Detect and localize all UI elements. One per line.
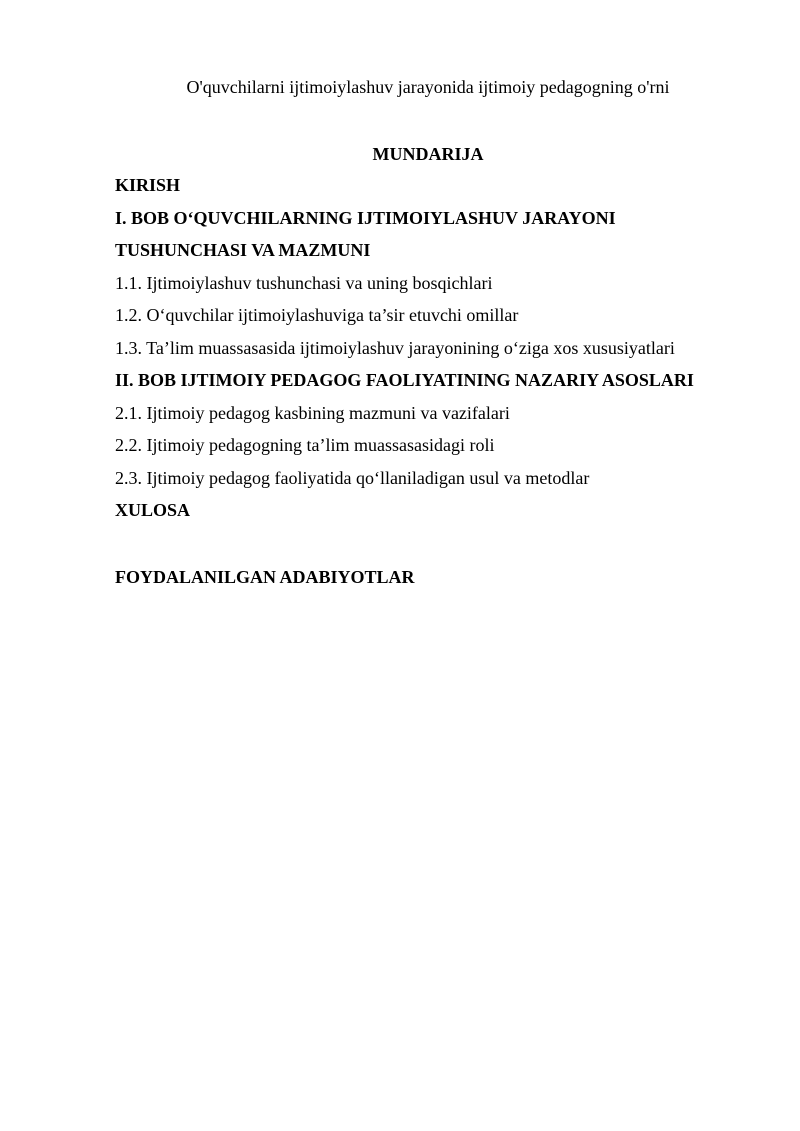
toc-entry-chapter-2-title: II. BOB IJTIMOIY PEDAGOG FAOLIYATINING NAZARIY ASOSLARI [115,370,694,390]
toc-entry-section-1-1: 1.1. Ijtimoiylashuv tushunchasi va uning bosqichlari [115,272,493,293]
toc-spacer [115,532,765,566]
toc-entry-chapter-1-title-cont: TUSHUNCHASI VA MAZMUNI [115,240,371,260]
toc-entry-references: FOYDALANILGAN ADABIYOTLAR [115,566,415,587]
toc-heading: MUNDARIJA [372,144,484,164]
table-of-contents [115,174,765,598]
toc-entry-section-2-3: 2.3. Ijtimoiy pedagog faoliyatida qo‘llaniladigan usul va metodlar [115,467,590,488]
toc-entry-conclusion: XULOSA [115,500,191,520]
toc-entry-section-2-2: 2.2. Ijtimoiy pedagogning ta’lim muassasasidagi roli [115,435,495,455]
toc-entry-section-1-2: 1.2. O‘quvchilar ijtimoiylashuviga ta’sir etuvchi omillar [115,305,519,325]
toc-entry-section-1-3: 1.3. Ta’lim muassasasida ijtimoiylashuv jarayonining o‘ziga xos xususiyatlari [115,337,675,358]
toc-entry-section-2-1: 2.1. Ijtimoiy pedagog kasbining mazmuni va vazifalari [115,402,510,423]
document-title: O'quvchilarni ijtimoiylashuv jarayonida ijtimoiy pedagogning o'rni [186,77,670,97]
toc-entry-chapter-1-title: I. BOB O‘QUVCHILARNING IJTIMOIYLASHUV JARAYONI [115,207,616,228]
toc-entry-introduction: KIRISH [115,175,181,195]
